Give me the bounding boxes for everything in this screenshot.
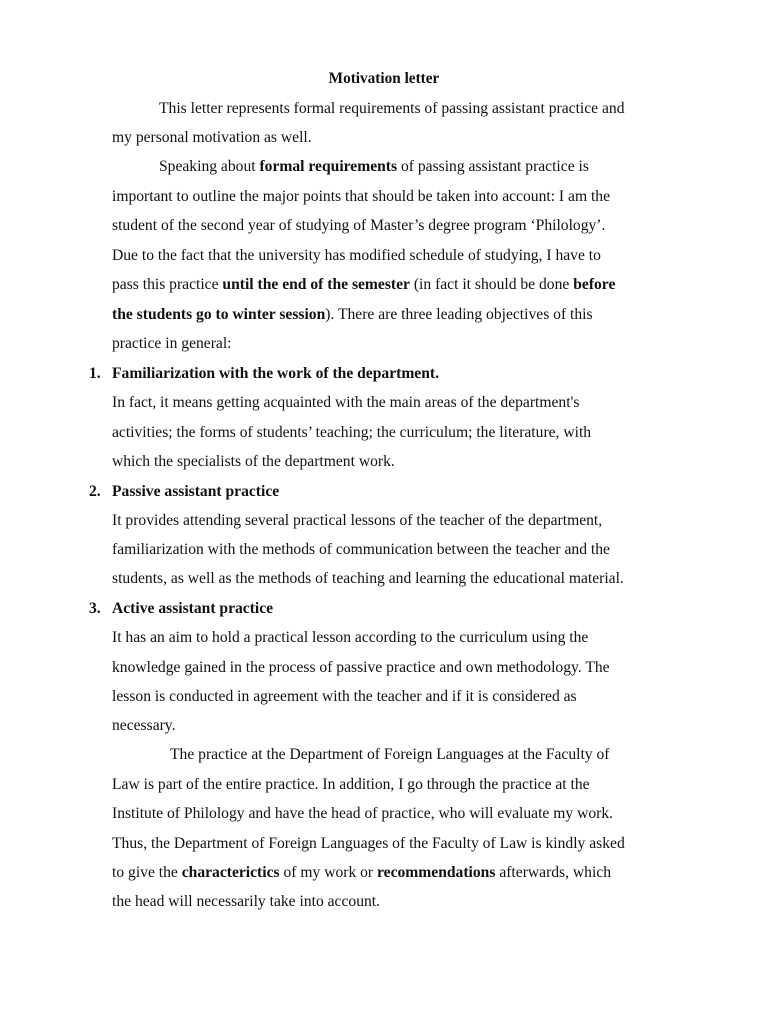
emphasis-winter-session: the students go to winter session [112,306,326,323]
objective-2-number: 2. [89,483,101,500]
requirements-line-7: practice in general: [112,335,232,352]
document-title: Motivation letter [328,70,440,87]
objective-2-heading: Passive assistant practice [112,483,280,500]
closing-text: afterwards, which [495,864,612,881]
intro-line-2: my personal motivation as well. [112,129,312,146]
closing-text: of my work or [279,864,378,881]
requirements-text: of passing assistant practice is [397,158,589,175]
objective-3-number: 3. [89,600,101,617]
emphasis-recommendations: recommendations [377,864,496,881]
objective-3-line-3: lesson is conducted in agreement with the teacher and if it is considered as [112,688,577,705]
objective-3-heading: Active assistant practice [112,600,274,617]
requirements-line-2: important to outline the major points that should be taken into account: I am the [112,188,611,205]
closing-line-5 [112,863,611,883]
closing-line-6: the head will necessarily take into account. [112,893,381,910]
closing-text: to give the [112,864,182,881]
objective-2-line-1: It provides attending several practical lessons of the teacher of the department, [112,512,603,529]
objective-1-heading: Familiarization with the work of the department. [112,365,439,382]
requirements-text: ). There are three leading objectives of this [325,306,593,323]
closing-line-2: Law is part of the entire practice. In addition, I go through the practice at the [112,776,590,793]
emphasis-end-of-semester: until the end of the semester [222,276,410,293]
requirements-line-3: student of the second year of studying of Master’s degree program ‘Philology’. [112,217,606,234]
objective-3-line-1: It has an aim to hold a practical lesson according to the curriculum using the [112,629,589,646]
objective-3-line-4: necessary. [112,717,176,734]
closing-line-1: The practice at the Department of Foreign Languages at the Faculty of [170,746,610,763]
requirements-text: (in fact it should be done [409,276,574,293]
objective-3-line-2: knowledge gained in the process of passive practice and own methodology. The [112,659,610,676]
objective-1-number: 1. [89,365,101,382]
objective-2-line-2: familiarization with the methods of communication between the teacher and the [112,541,610,558]
objective-1-line-2: activities; the forms of students’ teaching; the curriculum; the literature, with [112,424,592,441]
objective-1-line-3: which the specialists of the department work. [112,453,395,470]
requirements-line-6 [112,305,593,325]
emphasis-formal-requirements: formal requirements [259,158,398,175]
intro-line-1: This letter represents formal requirements of passing assistant practice and [159,100,625,117]
objective-2-line-3: students, as well as the methods of teaching and learning the educational material. [112,570,624,587]
closing-line-4: Thus, the Department of Foreign Languages of the Faculty of Law is kindly asked [112,835,625,852]
requirements-line-5 [112,275,615,295]
closing-line-3: Institute of Philology and have the head of practice, who will evaluate my work. [112,805,614,822]
objective-1-line-1: In fact, it means getting acquainted with the main areas of the department's [112,394,580,411]
emphasis-before: before [573,276,616,293]
requirements-line-4: Due to the fact that the university has modified schedule of studying, I have to [112,247,601,264]
requirements-line-1 [159,157,589,177]
emphasis-characterictics: characterictics [181,864,280,881]
requirements-text: pass this practice [112,276,223,293]
requirements-text: Speaking about [159,158,260,175]
